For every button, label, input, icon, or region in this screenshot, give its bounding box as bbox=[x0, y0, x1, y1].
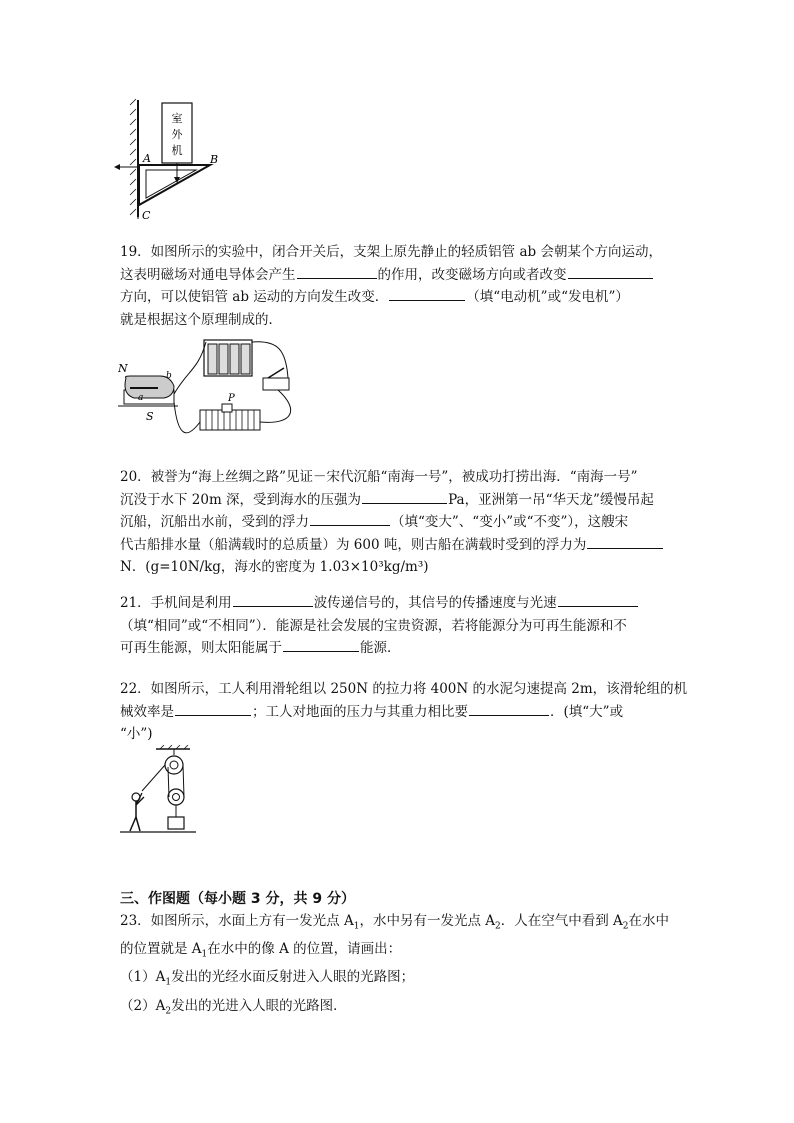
point-c-label: C bbox=[142, 209, 151, 222]
q22-text: 械效率是 bbox=[120, 703, 174, 720]
q22-text: ；工人对地面的压力与其重力相比要 bbox=[252, 703, 468, 720]
q23-text: （1）A bbox=[120, 969, 166, 986]
q19-text: 这表明磁场对通电导体会产生 bbox=[120, 266, 296, 283]
figure-motor-experiment bbox=[118, 330, 318, 445]
question-22 bbox=[120, 678, 688, 746]
magnet-s-label: S bbox=[146, 410, 154, 423]
q20-line-1: 20．被誉为“海上丝绸之路”见证－宋代沉船“南海一号”，被成功打捞出海．“南海一号” bbox=[120, 469, 638, 485]
q19-text: 的作用，改变磁场方向或者改变 bbox=[377, 266, 567, 283]
q20-text: 代古船排水量（船满载时的总质量）为 600 吨，则古船在满载时受到的浮力为 bbox=[120, 536, 587, 553]
q20-line-3 bbox=[120, 511, 680, 534]
answer-blank[interactable] bbox=[469, 701, 549, 716]
q23-text: 23．如图所示，水面上方有一发光点 A bbox=[120, 913, 354, 929]
answer-blank[interactable] bbox=[233, 592, 313, 607]
point-a-label: A bbox=[143, 152, 151, 165]
q23-line-4 bbox=[120, 995, 680, 1023]
q19-line-2 bbox=[120, 264, 680, 287]
q23-text: 发出的光经水面反射进入人眼的光路图； bbox=[171, 969, 415, 986]
outdoor-unit-label-2: 外 bbox=[171, 128, 183, 141]
point-b-label: B bbox=[210, 153, 219, 166]
q21-text: 能源． bbox=[360, 640, 401, 656]
q20-line-5: N．(g=10N/kg，海水的密度为 1.03×10³kg/m³) bbox=[120, 559, 429, 575]
answer-blank[interactable] bbox=[175, 701, 251, 716]
answer-blank[interactable] bbox=[587, 534, 663, 549]
question-19 bbox=[120, 241, 680, 331]
q23-text: 的位置就是 A bbox=[120, 941, 202, 958]
subscript: 2 bbox=[165, 1006, 172, 1017]
answer-blank[interactable] bbox=[389, 286, 465, 301]
q21-text: 可再生能源，则太阳能属于 bbox=[120, 640, 282, 656]
tube-a-label: a bbox=[138, 393, 144, 403]
outdoor-unit-label-1: 室 bbox=[171, 112, 183, 125]
q19-text: 方向，可以使铝管 ab 运动的方向发生改变． bbox=[120, 289, 389, 305]
q23-line-1 bbox=[120, 910, 680, 938]
q23-line-2 bbox=[120, 938, 680, 966]
answer-blank[interactable] bbox=[362, 489, 447, 504]
q23-text: ，水中另有一发光点 A bbox=[359, 913, 495, 929]
q23-line-3 bbox=[120, 966, 680, 994]
question-20 bbox=[120, 466, 680, 579]
q21-line-2: （填“相同”或“不相同”）．能源是社会发展的宝贵资源，若将能源分为可再生能源和不 bbox=[120, 617, 627, 634]
answer-blank[interactable] bbox=[297, 264, 377, 279]
q20-text: 沉船，沉船出水前，受到的浮力 bbox=[120, 514, 309, 530]
q20-text: Pa，亚洲第一吊“华天龙”缓慢吊起 bbox=[448, 491, 654, 508]
subscript: 2 bbox=[622, 921, 629, 932]
answer-blank[interactable] bbox=[558, 592, 638, 607]
q20-text: （填“变大”、“变小”或“不变”），这艘宋 bbox=[391, 514, 629, 530]
q19-line-4: 就是根据这个原理制成的． bbox=[120, 311, 282, 328]
subscript: 2 bbox=[495, 921, 501, 932]
figure-outdoor-unit-bracket bbox=[110, 95, 230, 225]
q21-line-1 bbox=[120, 592, 680, 615]
question-23 bbox=[120, 910, 680, 1023]
outdoor-unit-label-3: 机 bbox=[171, 144, 183, 157]
subscript: 1 bbox=[165, 978, 172, 989]
answer-blank[interactable] bbox=[568, 264, 653, 279]
q19-line-3 bbox=[120, 286, 680, 309]
q21-text: 波传递信号的，其信号的传播速度与光速 bbox=[313, 595, 557, 611]
q20-line-4 bbox=[120, 534, 680, 557]
q20-line-2 bbox=[120, 489, 680, 512]
answer-blank[interactable] bbox=[310, 511, 390, 526]
subscript: 1 bbox=[201, 949, 208, 960]
q22-line-3: “小”) bbox=[120, 726, 153, 742]
section-3-title: 三、作图题（每小题 3 分，共 9 分） bbox=[120, 891, 355, 907]
figure-pulley-system bbox=[118, 745, 198, 837]
q23-text: 发出的光进入人眼的光路图． bbox=[171, 997, 347, 1014]
q19-line-1: 19．如图所示的实验中，闭合开关后，支架上原先静止的轻质铝管 ab 会朝某个方向运动， bbox=[120, 244, 662, 260]
q23-text: 在水中 bbox=[628, 913, 670, 929]
q20-text: 沉没于水下 20m 深，受到海水的压强为 bbox=[120, 491, 362, 508]
q22-line-1: 22．如图所示，工人利用滑轮组以 250N 的拉力将 400N 的水泥匀速提高 2m，该滑轮组的机 bbox=[120, 681, 688, 697]
q21-text: 21．手机间是利用 bbox=[120, 595, 232, 611]
q23-text: 在水中的像 A 的位置，请画出： bbox=[207, 941, 402, 958]
q22-line-2 bbox=[120, 701, 680, 724]
subscript: 1 bbox=[353, 921, 360, 932]
q19-text: （填“电动机”或“发电机”） bbox=[466, 289, 629, 305]
q21-line-3 bbox=[120, 637, 680, 660]
q23-text: ．人在空气中看到 A bbox=[500, 913, 623, 929]
tube-b-label: b bbox=[166, 371, 172, 381]
q23-text: （2）A bbox=[120, 997, 166, 1014]
answer-blank[interactable] bbox=[283, 637, 359, 652]
magnet-n-label: N bbox=[118, 362, 128, 375]
q22-text: ．(填“大”或 bbox=[550, 703, 624, 720]
rheostat-p-label: P bbox=[228, 393, 235, 404]
question-21 bbox=[120, 592, 680, 660]
